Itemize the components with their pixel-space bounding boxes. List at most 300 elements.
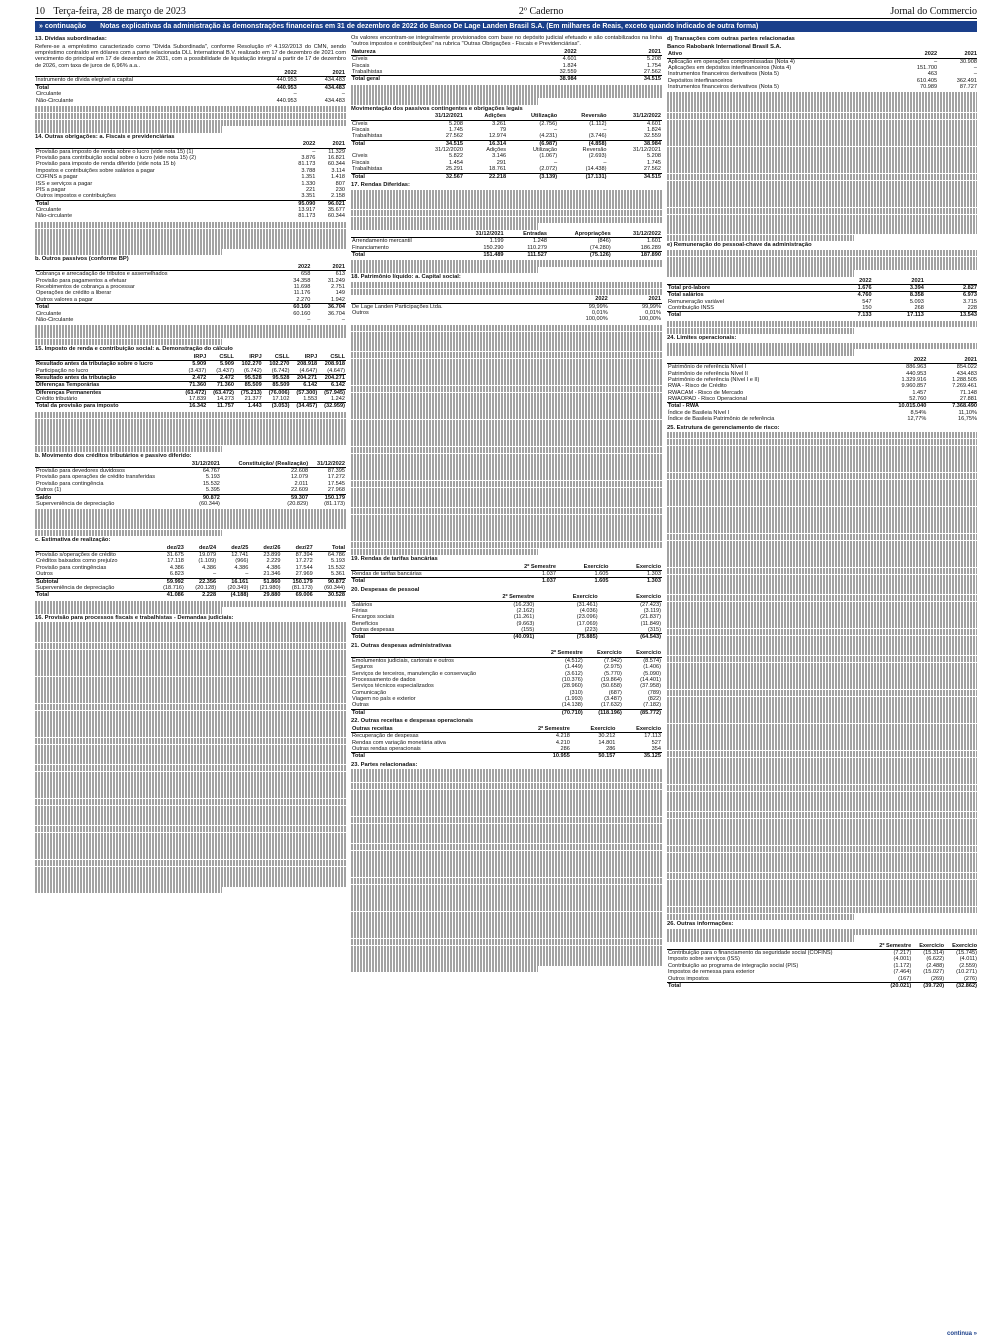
table-cell: 11.698 bbox=[293, 284, 311, 291]
table-cell: Trabalhistas bbox=[352, 68, 383, 75]
table-cell: Cíveis bbox=[352, 120, 368, 127]
table-cell: 95.528 bbox=[263, 374, 291, 381]
table-cell: Total bbox=[35, 84, 250, 91]
text-line bbox=[351, 203, 662, 209]
text-line bbox=[35, 120, 346, 126]
table-cell: 1.037 bbox=[542, 570, 557, 577]
table-cell: 5.909 bbox=[179, 361, 207, 368]
table-cell: 27.968 bbox=[327, 487, 345, 494]
table-cell: 1.351 bbox=[301, 174, 316, 181]
table-cell: (2.559) bbox=[959, 962, 977, 969]
table-cell: (1.109) bbox=[198, 558, 217, 565]
table-row bbox=[35, 578, 346, 585]
table-cell: 13.917 bbox=[298, 207, 316, 214]
text-line bbox=[667, 208, 977, 214]
table-cell: 21.377 bbox=[244, 396, 262, 403]
table-cell: 16.821 bbox=[327, 155, 345, 162]
text-line bbox=[351, 267, 538, 273]
text-line bbox=[35, 778, 346, 784]
table-cell: Provisão para imposto de renda sobre o lucro (vide nota 15) (1) bbox=[36, 148, 194, 155]
text-line bbox=[35, 826, 346, 832]
text-line bbox=[35, 677, 346, 683]
table-cell: Instrumento de dívida elegível a capital bbox=[36, 77, 134, 84]
table-cell: 6.142 bbox=[318, 382, 346, 389]
table-cell: 4.386 bbox=[234, 564, 249, 571]
table-cell: (3.612) bbox=[565, 670, 583, 677]
table-cell: 221 bbox=[305, 186, 316, 193]
table-cell: 3.261 bbox=[492, 120, 507, 127]
table-cell: (76.006) bbox=[263, 389, 291, 396]
text-line bbox=[351, 830, 662, 836]
table-cell: (846) bbox=[597, 238, 611, 245]
table-cell: 291 bbox=[496, 159, 507, 166]
text-line bbox=[35, 751, 346, 757]
table-header-row bbox=[351, 594, 662, 601]
table-row bbox=[35, 98, 346, 104]
table-cell: 4.386 bbox=[202, 564, 217, 571]
note-15-table bbox=[35, 354, 346, 410]
table-cell: 1.248 bbox=[533, 238, 547, 245]
table-cell: Créditos baixados como prejuízo bbox=[36, 558, 118, 565]
text-line bbox=[667, 737, 977, 743]
note-24-title: 24. Limites operacionais: bbox=[667, 334, 737, 341]
table-header-cell: 31/12/2022 bbox=[608, 113, 663, 120]
table-header-cell: 2º Semestre bbox=[871, 943, 912, 950]
table-cell: 110.279 bbox=[527, 244, 547, 251]
table-cell: (966) bbox=[235, 558, 249, 565]
table-header-cell: dez/27 bbox=[282, 545, 314, 552]
text-line bbox=[351, 420, 662, 426]
table-cell: Total geral bbox=[351, 76, 493, 83]
table-cell: Operações de crédito a liberar bbox=[36, 290, 112, 297]
text-line bbox=[35, 607, 222, 613]
text-line bbox=[667, 676, 977, 682]
table-cell: 268 bbox=[914, 305, 924, 312]
text-line bbox=[667, 798, 977, 804]
table-header-cell: 31/12/2021 bbox=[454, 231, 504, 238]
table-header-cell bbox=[667, 943, 871, 950]
table-cell: 12.974 bbox=[489, 133, 507, 140]
table-header-cell: CSLL bbox=[207, 354, 235, 361]
text-line bbox=[351, 338, 662, 344]
text-line bbox=[351, 210, 662, 216]
table-cell: 434.483 bbox=[324, 97, 345, 104]
table-cell: (85.772) bbox=[623, 709, 662, 716]
table-cell: (20.829) bbox=[287, 500, 309, 507]
column-2 bbox=[351, 35, 662, 1328]
text-line bbox=[667, 99, 977, 105]
table-cell: – bbox=[554, 159, 558, 166]
text-line bbox=[667, 703, 977, 709]
table-header-cell: Natureza bbox=[351, 49, 493, 56]
table-cell: 22.609 bbox=[290, 487, 309, 494]
table-header-row bbox=[667, 943, 977, 950]
text-line bbox=[667, 825, 977, 831]
table-cell: Rendas com variação monetária ativa bbox=[352, 739, 446, 746]
table-cell: 31.675 bbox=[166, 552, 184, 559]
table-header-cell bbox=[667, 357, 871, 364]
text-line bbox=[35, 446, 222, 452]
table-cell: (63.472) bbox=[207, 389, 235, 396]
table-cell: 34.515 bbox=[608, 173, 663, 180]
table-cell: 9.960.857 bbox=[901, 383, 927, 390]
text-line bbox=[351, 857, 662, 863]
table-cell: 807 bbox=[335, 180, 345, 187]
table-header-cell bbox=[351, 650, 534, 657]
table-cell: 610.405 bbox=[916, 77, 938, 84]
table-cell: (37.958) bbox=[640, 683, 661, 690]
text-line bbox=[667, 439, 977, 445]
table-cell: 59.992 bbox=[153, 578, 185, 585]
text-line bbox=[35, 425, 346, 431]
text-line bbox=[667, 92, 977, 98]
text-line bbox=[35, 860, 346, 866]
table-cell: 27.881 bbox=[959, 396, 977, 402]
table-cell: 5.193 bbox=[205, 474, 220, 481]
text-line bbox=[351, 260, 662, 266]
table-header-cell: Reversão bbox=[558, 113, 607, 120]
text-line bbox=[35, 656, 346, 662]
table-cell: (4.858) bbox=[558, 140, 607, 147]
table-row bbox=[35, 494, 346, 501]
table-cell: (2.488) bbox=[926, 962, 945, 969]
table-cell: 1.329.916 bbox=[901, 376, 927, 383]
table-cell: 15.532 bbox=[202, 480, 220, 487]
table-cell bbox=[351, 316, 555, 322]
table-row bbox=[35, 304, 346, 311]
table-header-cell: IRPJ bbox=[235, 354, 263, 361]
table-row bbox=[351, 166, 662, 173]
table-cell: (2.072) bbox=[539, 166, 558, 173]
table-header-row bbox=[35, 70, 346, 77]
text-line bbox=[35, 819, 346, 825]
table-cell: (3.487) bbox=[604, 696, 622, 703]
table-cell: Resultado antes da tributação sobre o lucro bbox=[35, 361, 179, 368]
table-cell: Total bbox=[667, 982, 871, 989]
table-cell: 1.676 bbox=[828, 284, 872, 291]
table-cell: 7.269.461 bbox=[952, 383, 977, 390]
table-row bbox=[35, 403, 346, 410]
table-cell: 5.208 bbox=[647, 153, 661, 160]
table-row bbox=[351, 69, 662, 76]
table-cell: Salários bbox=[352, 601, 373, 608]
table-header-row bbox=[35, 354, 346, 361]
continuation-label: » continuação bbox=[39, 22, 87, 30]
text-line bbox=[667, 126, 977, 132]
note-d-title: d) Transações com outras partes relacionadas bbox=[667, 36, 795, 42]
text-line bbox=[35, 846, 346, 852]
table-cell: (70.710) bbox=[534, 709, 583, 716]
text-line bbox=[351, 406, 662, 412]
note-e-table bbox=[667, 278, 977, 319]
table-cell: (822) bbox=[647, 696, 661, 703]
table-cell: (14.438) bbox=[585, 166, 607, 173]
text-line bbox=[351, 372, 662, 378]
table-cell: Índice de Basileia Patrimônio de referência bbox=[668, 416, 775, 423]
table-cell: (63.472) bbox=[179, 389, 207, 396]
text-line bbox=[351, 776, 662, 782]
text-line bbox=[667, 575, 977, 581]
table-cell: Subtotal bbox=[35, 578, 153, 585]
table-cell: (4.231) bbox=[539, 133, 558, 140]
table-cell: 100,00% bbox=[585, 316, 608, 323]
table-cell: Financiamento bbox=[352, 244, 389, 251]
movement-table bbox=[351, 113, 662, 180]
text-line bbox=[667, 581, 977, 587]
table-row bbox=[667, 982, 977, 989]
table-cell: 111.527 bbox=[505, 251, 548, 258]
text-line bbox=[667, 602, 977, 608]
table-cell: – bbox=[341, 91, 345, 98]
text-line bbox=[351, 386, 662, 392]
table-cell: Férias bbox=[352, 607, 368, 614]
table-cell: 1.605 bbox=[594, 570, 609, 577]
table-header-cell: Exercício bbox=[535, 594, 598, 601]
text-line bbox=[35, 523, 346, 529]
table-cell: 8.358 bbox=[873, 292, 925, 299]
text-line bbox=[667, 215, 977, 221]
table-row bbox=[351, 733, 662, 740]
table-cell: 1.754 bbox=[647, 62, 661, 69]
table-header-cell: Exercício bbox=[623, 650, 662, 657]
table-cell: 3.876 bbox=[301, 155, 316, 162]
table-cell: Outros impostos bbox=[668, 975, 709, 982]
table-cell: Provisão para devedores duvidosos bbox=[36, 468, 125, 475]
table-cell: 38.984 bbox=[608, 140, 663, 147]
table-cell: – bbox=[933, 58, 938, 65]
note-25-title: 25. Estrutura de gerenciamento de risco: bbox=[667, 424, 780, 431]
text-line bbox=[667, 588, 977, 594]
table-row bbox=[35, 585, 346, 592]
table-cell: – bbox=[603, 126, 607, 133]
table-cell: (57.945) bbox=[318, 389, 346, 396]
table-cell: Contribuição ao programa de integração social (PIS) bbox=[668, 962, 799, 969]
table-header-row bbox=[35, 141, 346, 148]
table-row bbox=[35, 148, 346, 155]
table-cell: 17.272 bbox=[327, 474, 345, 481]
continua-label: continua » bbox=[946, 1331, 977, 1338]
table-cell: 30.212 bbox=[598, 733, 616, 740]
table-header-cell: IRPJ bbox=[179, 354, 207, 361]
text-line bbox=[35, 792, 346, 798]
table-cell: (57.300) bbox=[290, 389, 318, 396]
table-cell: Instrumentos financeiros derivativos (Nota 5) bbox=[668, 71, 779, 78]
text-line bbox=[667, 929, 977, 935]
table-header-cell: 2022 bbox=[277, 264, 312, 271]
table-cell: Outros valores a pagar bbox=[36, 296, 93, 303]
text-line bbox=[667, 730, 977, 736]
table-cell: 2.270 bbox=[296, 296, 311, 303]
table-cell: Viagem no país e exterior bbox=[352, 696, 416, 703]
table-row bbox=[351, 657, 662, 664]
table-header-row bbox=[351, 726, 662, 733]
table-cell: (21.980) bbox=[259, 584, 281, 591]
table-cell: Imposto sobre serviços (ISS) bbox=[668, 956, 740, 963]
table-cell: 547 bbox=[862, 298, 872, 305]
text-line bbox=[351, 282, 662, 288]
table-cell: (6.742) bbox=[243, 367, 262, 374]
document-title: Notas explicativas da administração às demonstrações financeiras em 31 de dezembro de 2022 do Banco De Lage Landen Brasil S.A. (Em milhares de Reais, exceto quando indicado de outra forma) bbox=[100, 22, 759, 30]
table-row bbox=[667, 396, 977, 403]
text-line bbox=[351, 467, 662, 473]
table-cell: (310) bbox=[569, 689, 583, 696]
note-14-table bbox=[35, 141, 346, 220]
table-cell: 286 bbox=[560, 745, 570, 752]
note-15-title: 15. Imposto de renda e contribuição social: a. Demonstração do cálculo bbox=[35, 346, 233, 353]
note-21-title: 21. Outras despesas administrativas bbox=[351, 642, 452, 649]
table-row bbox=[667, 84, 977, 90]
table-header-cell: dez/26 bbox=[249, 545, 281, 552]
table-cell: 60.160 bbox=[277, 304, 312, 311]
note-15c-title: c. Estimativa de realização: bbox=[35, 537, 111, 544]
text-line bbox=[35, 601, 346, 607]
text-line bbox=[667, 744, 977, 750]
table-cell: 1.454 bbox=[448, 159, 463, 166]
text-line bbox=[35, 419, 346, 425]
table-header-cell: Entradas bbox=[505, 231, 548, 238]
table-cell: (2.693) bbox=[588, 153, 607, 160]
text-line bbox=[351, 454, 662, 460]
table-cell: 5.361 bbox=[331, 571, 345, 578]
table-cell: (5.090) bbox=[643, 670, 661, 677]
table-cell: 5.395 bbox=[205, 487, 220, 494]
table-cell: Recebimentos de cobrança a processar bbox=[36, 284, 135, 291]
table-header-cell: 31/12/2021 bbox=[184, 461, 221, 468]
text-line bbox=[35, 765, 346, 771]
text-line bbox=[667, 106, 977, 112]
table-cell: (4.036) bbox=[579, 607, 598, 614]
text-line bbox=[667, 343, 977, 349]
table-cell: Aplicação em operações compromissadas (Nota 4) bbox=[668, 58, 795, 65]
table-cell: (315) bbox=[647, 627, 661, 634]
table-cell: Diferenças Temporárias bbox=[35, 382, 179, 389]
table-row bbox=[35, 297, 346, 304]
table-header-cell bbox=[351, 113, 410, 120]
text-line bbox=[35, 887, 222, 893]
table-header-cell: 2021 bbox=[311, 264, 346, 271]
table-row bbox=[35, 77, 346, 84]
table-cell: 12.079 bbox=[290, 474, 309, 481]
table-row bbox=[35, 382, 346, 389]
table-cell: 17.118 bbox=[167, 558, 184, 565]
text-line bbox=[351, 85, 662, 91]
text-line bbox=[35, 731, 346, 737]
table-cell: (7.464) bbox=[893, 969, 912, 976]
table-row bbox=[35, 571, 346, 578]
table-row bbox=[35, 396, 346, 403]
text-line bbox=[667, 321, 977, 327]
text-line bbox=[667, 764, 977, 770]
table-cell: Não-Circulante bbox=[36, 316, 74, 323]
table-row bbox=[351, 238, 662, 245]
text-line bbox=[667, 717, 977, 723]
table-row bbox=[35, 592, 346, 599]
text-line bbox=[351, 433, 662, 439]
table-cell: Emolumentos judiciais, cartorais e outros bbox=[352, 657, 454, 664]
text-line bbox=[35, 704, 346, 710]
table-cell: 1.745 bbox=[647, 159, 661, 166]
table-cell: 16,75% bbox=[958, 416, 977, 423]
table-row bbox=[667, 305, 977, 312]
table-cell: (3.746) bbox=[588, 133, 607, 140]
table-cell: 34.515 bbox=[578, 76, 662, 83]
text-line bbox=[351, 515, 662, 521]
table-cell: Circulante bbox=[36, 207, 62, 214]
table-cell: 1.288.505 bbox=[952, 376, 977, 383]
table-header-cell: 2º Semestre bbox=[513, 726, 570, 733]
table-cell: (223) bbox=[584, 627, 598, 634]
table-cell: 2.827 bbox=[925, 284, 977, 291]
note-16-title: 16. Provisão para processos fiscais e trabalhistas - Demandas judiciais: bbox=[35, 614, 234, 621]
text-line bbox=[35, 880, 346, 886]
text-line bbox=[351, 542, 662, 548]
table-cell: 22.608 bbox=[290, 468, 309, 475]
table-cell: 60.344 bbox=[327, 161, 345, 168]
table-cell: (7.182) bbox=[643, 702, 661, 709]
table-cell: (15.314) bbox=[923, 950, 945, 957]
table-cell: 1.443 bbox=[235, 403, 263, 410]
table-row bbox=[351, 578, 662, 585]
table-cell: (4.188) bbox=[217, 592, 249, 599]
table-cell: Outros impostos e contribuições bbox=[36, 193, 116, 200]
table-cell: Total bbox=[351, 140, 410, 147]
table-cell: – bbox=[307, 316, 311, 323]
text-line bbox=[35, 738, 346, 744]
table-cell: (1.172) bbox=[893, 962, 912, 969]
table-cell: (5.770) bbox=[604, 670, 622, 677]
text-line bbox=[351, 332, 662, 338]
table-cell: 1.824 bbox=[562, 62, 577, 69]
table-cell: 1.601 bbox=[647, 238, 661, 245]
table-header-cell: 2º Semestre bbox=[534, 650, 583, 657]
text-line bbox=[35, 332, 346, 338]
table-cell: (3.437) bbox=[216, 367, 234, 374]
text-line bbox=[35, 670, 346, 676]
table-cell: (20.021) bbox=[871, 982, 912, 989]
text-line bbox=[351, 528, 662, 534]
table-header-cell: Constituição/ (Realização) bbox=[221, 461, 309, 468]
table-cell: Provisão s/operações de crédito bbox=[36, 552, 116, 559]
table-cell: (15.745) bbox=[956, 950, 977, 957]
table-cell: 27.562 bbox=[643, 68, 661, 75]
table-cell: 440.953 bbox=[906, 370, 927, 377]
table-cell: Benefícios bbox=[352, 620, 379, 627]
table-cell: (23.096) bbox=[576, 614, 598, 621]
table-header-cell: Apropriações bbox=[548, 231, 612, 238]
text-line bbox=[351, 959, 662, 965]
text-line bbox=[351, 898, 662, 904]
table-cell: (6.742) bbox=[271, 367, 290, 374]
table-header-cell: 2021 bbox=[316, 141, 346, 148]
table-cell: Contribuição INSS bbox=[668, 305, 715, 312]
table-cell: 95.090 bbox=[287, 200, 317, 207]
table-cell: 27.562 bbox=[643, 166, 661, 173]
table-cell: (11.261) bbox=[513, 614, 535, 621]
text-line bbox=[667, 194, 977, 200]
text-line bbox=[351, 844, 662, 850]
text-line bbox=[667, 160, 977, 166]
table-row bbox=[667, 364, 977, 371]
text-line bbox=[351, 946, 662, 952]
table-header-cell: CSLL bbox=[318, 354, 346, 361]
table-cell: Superveniência de depreciação bbox=[36, 500, 115, 507]
table-cell: 17.113 bbox=[644, 733, 661, 740]
table-row bbox=[667, 292, 977, 299]
text-line bbox=[667, 656, 977, 662]
table-cell: 204.271 bbox=[290, 374, 318, 381]
table-cell: 440.953 bbox=[250, 84, 298, 91]
table-cell: (2.756) bbox=[539, 120, 558, 127]
